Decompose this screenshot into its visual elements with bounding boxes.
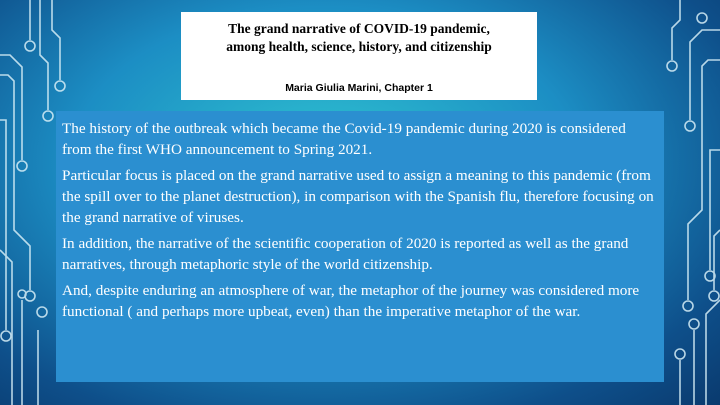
paragraph-4: And, despite enduring an atmosphere of war, the metaphor of the journey was considered more functional ( and perhaps more upbeat, even) than the imperative metaphor of the war. [62,282,640,320]
title-line-1: The grand narrative of COVID-19 pandemic, [228,21,490,36]
slide-title [181,12,537,56]
paragraph-1: The history of the outbreak which became the Covid-19 pandemic during 2020 is considered from the first WHO announcement to Spring 2021. [62,120,626,158]
title-line-2: among health, science, history, and citizenship [226,39,492,54]
paragraph-2: Particular focus is placed on the grand narrative used to assign a meaning to this pandemic (from the spill over to the planet destruction), in comparison with the Spanish flu, therefore focusing on the grand narrative of viruses. [62,167,654,226]
paragraph-3: In addition, the narrative of the scientific cooperation of 2020 is reported as well as the grand narratives, through metaphoric style of the world citizenship. [62,235,629,273]
title-box [181,12,537,100]
content-box [56,111,664,382]
author-line: Maria Giulia Marini, Chapter 1 [285,82,433,94]
